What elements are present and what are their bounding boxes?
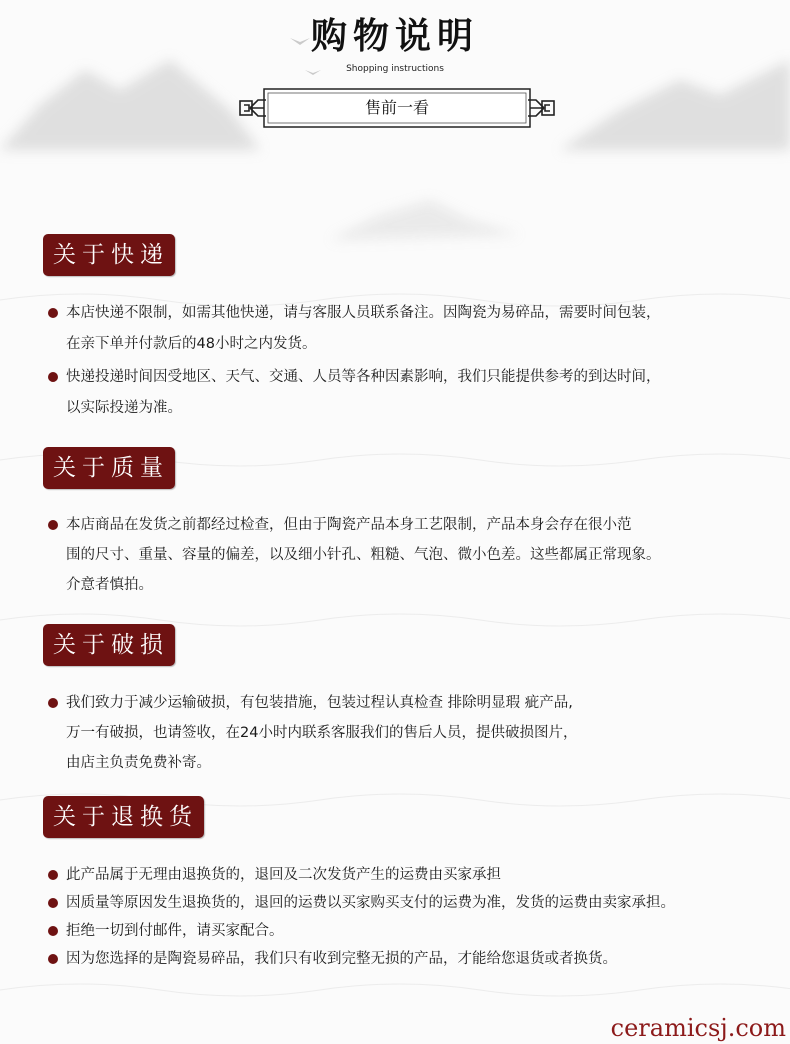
pre-sale-banner <box>234 87 560 129</box>
section-tag: 关于快递 <box>43 234 175 276</box>
bullet-dot-icon <box>48 520 58 530</box>
list-item: 本店商品在发货之前都经过检查，但由于陶瓷产品本身工艺限制，产品本身会存在很小范 围的尺寸、重量、容量的偏差，以及细小针孔、粗糙、气泡、微小色差。这些都属正常现象。 介意者慎拍。 <box>48 514 788 596</box>
bullet-dot-icon <box>48 870 58 880</box>
bullet-dot-icon <box>48 698 58 708</box>
site-watermark: ceramicsj.com <box>610 1014 786 1042</box>
section-tag: 关于质量 <box>43 447 175 489</box>
page-title: 购物说明 <box>310 15 479 57</box>
banner-label: 售前一看 <box>364 98 429 117</box>
bullet-dot-icon <box>48 308 58 318</box>
bullet-dot-icon <box>48 954 58 964</box>
page-subtitle: Shopping instructions <box>346 64 444 74</box>
list-item: 本店快递不限制，如需其他快递，请与客服人员联系备注。因陶瓷为易碎品，需要时间包装， 在亲下单并付款后的48小时之内发货。 <box>48 302 788 366</box>
section-tag: 关于破损 <box>43 624 175 666</box>
bullet-dot-icon <box>48 898 58 908</box>
page-header <box>0 0 790 140</box>
list-item: 因为您选择的是陶瓷易碎品，我们只有收到完整无损的产品，才能给您退货或者换货。 <box>48 948 788 976</box>
section-tag: 关于退换货 <box>43 796 204 838</box>
list-item: 我们致力于减少运输破损，有包装措施，包装过程认真检查 排除明显瑕 疵产品, 万一有破损，也请签收，在24小时内联系客服我们的售后人员，提供破损图片， 由店主负责免费补寄。 <box>48 692 788 774</box>
bullet-list <box>48 514 788 596</box>
bullet-list <box>48 302 788 428</box>
list-item: 拒绝一切到付邮件，请买家配合。 <box>48 920 788 948</box>
bullet-list <box>48 864 788 976</box>
bullet-dot-icon <box>48 372 58 382</box>
list-item: 因质量等原因发生退换货的，退回的运费以买家购买支付的运费为准，发货的运费由卖家承担。 <box>48 892 788 920</box>
list-item: 此产品属于无理由退换货的，退回及二次发货产生的运费由买家承担 <box>48 864 788 892</box>
list-item: 快递投递时间因受地区、天气、交通、人员等各种因素影响，我们只能提供参考的到达时间， 以实际投递为准。 <box>48 366 788 428</box>
bullet-dot-icon <box>48 926 58 936</box>
bullet-list <box>48 692 788 774</box>
